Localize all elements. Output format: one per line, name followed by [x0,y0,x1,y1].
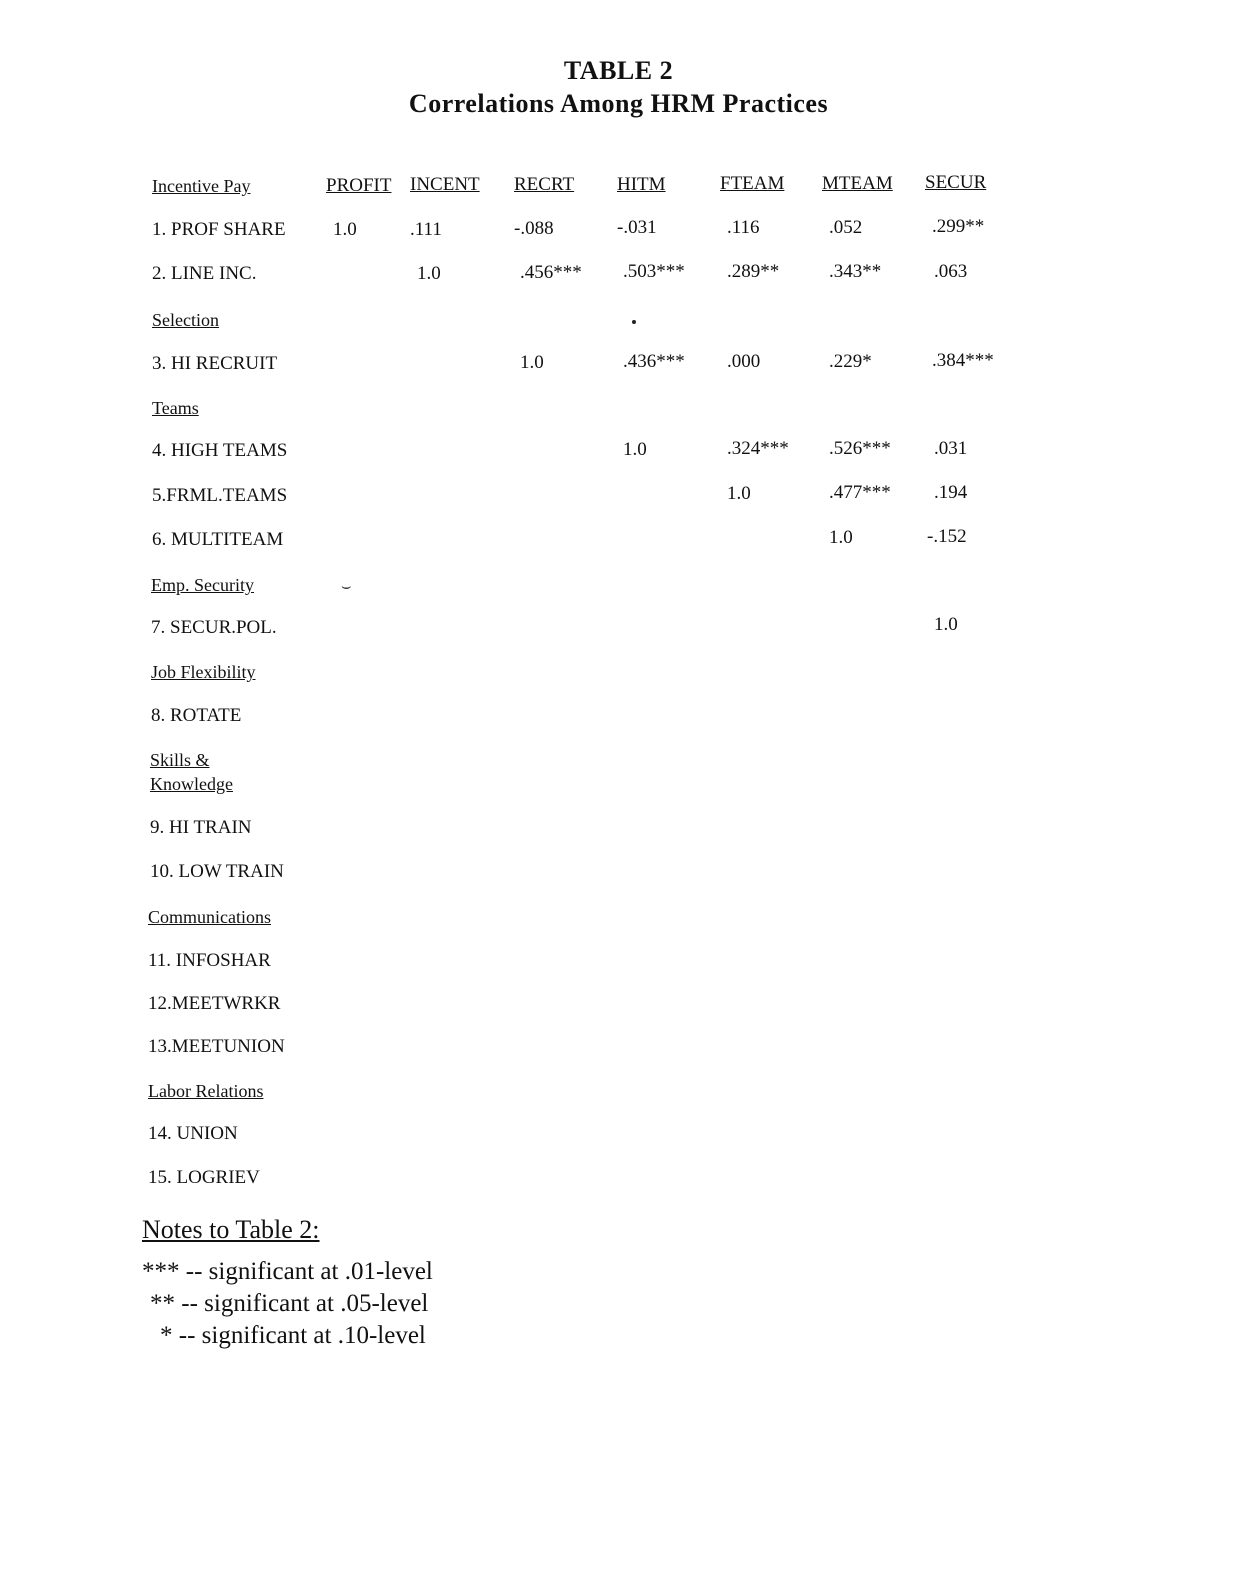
table-cell: -.152 [927,526,967,547]
table-cell: .063 [934,261,968,282]
table-cell: .194 [934,482,968,503]
column-header-fteam: FTEAM [720,173,785,194]
scan-speck [632,320,636,324]
table-cell: 1.0 [623,439,647,460]
row-label: 10. LOW TRAIN [150,861,284,882]
table-cell: 1.0 [417,263,441,284]
table-cell: .456*** [520,262,582,283]
row-label: 1. PROF SHARE [152,219,286,240]
table-cell: .477*** [829,482,891,503]
row-label: 12.MEETWRKR [148,993,281,1014]
table-cell: .324*** [727,438,789,459]
column-header-profit: PROFIT [326,175,392,196]
column-header-incent: INCENT [410,174,480,195]
section-knowledge: Knowledge [150,774,233,794]
row-label: 15. LOGRIEV [148,1167,260,1188]
table-cell: .436*** [623,351,685,372]
section-selection: Selection [152,310,219,330]
column-header-mteam: MTEAM [822,173,893,194]
note-item: *** -- significant at .01-level [142,1258,433,1285]
table-cell: 1.0 [333,219,357,240]
table-cell: .052 [829,217,863,238]
note-item: * -- significant at .10-level [160,1322,426,1349]
table-cell: -.031 [617,217,657,238]
table-cell: .384*** [932,350,994,371]
column-header-hitm: HITM [617,174,666,195]
row-label: 9. HI TRAIN [150,817,252,838]
row-label: 6. MULTITEAM [152,529,284,550]
table-cell: .343** [829,261,882,282]
column-header-secur: SECUR [925,172,987,193]
notes-title: Notes to Table 2: [142,1215,320,1244]
section-labor-relations: Labor Relations [148,1081,264,1101]
table-title: TABLE 2 [563,56,674,85]
table-cell: .000 [727,351,761,372]
row-label: 14. UNION [148,1123,238,1144]
section-incentive-pay: Incentive Pay [152,176,251,196]
table-cell: .503*** [623,261,685,282]
table-cell: .289** [727,261,780,282]
table-cell: -.088 [514,218,554,239]
row-label: 13.MEETUNION [148,1036,285,1057]
table-cell: 1.0 [727,483,751,504]
row-label: 11. INFOSHAR [148,950,271,971]
table-cell: 1.0 [829,527,853,548]
row-label: 8. ROTATE [151,705,242,726]
table-cell: .229* [829,351,872,372]
note-item: ** -- significant at .05-level [150,1290,429,1317]
row-label: 5.FRML.TEAMS [152,485,288,506]
table-cell: .299** [932,216,985,237]
column-header-recrt: RECRT [514,174,575,195]
row-label: 3. HI RECRUIT [152,353,278,374]
row-label: 4. HIGH TEAMS [152,440,288,461]
table-cell: .111 [410,219,442,240]
table-cell: .031 [934,438,968,459]
row-label: 7. SECUR.POL. [151,617,277,638]
table-subtitle: Correlations Among HRM Practices [408,89,829,118]
section-skills: Skills & [150,750,210,770]
table-cell: .526*** [829,438,891,459]
row-label: 2. LINE INC. [152,263,257,284]
table-cell: 1.0 [520,352,544,373]
section-teams: Teams [152,398,199,418]
section-communications: Communications [148,907,271,927]
scan-mark: ⌣ [341,578,352,595]
table-cell: .116 [727,217,760,238]
section-emp-security: Emp. Security [151,575,254,595]
table-cell: 1.0 [934,614,958,635]
section-job-flexibility: Job Flexibility [151,662,256,682]
